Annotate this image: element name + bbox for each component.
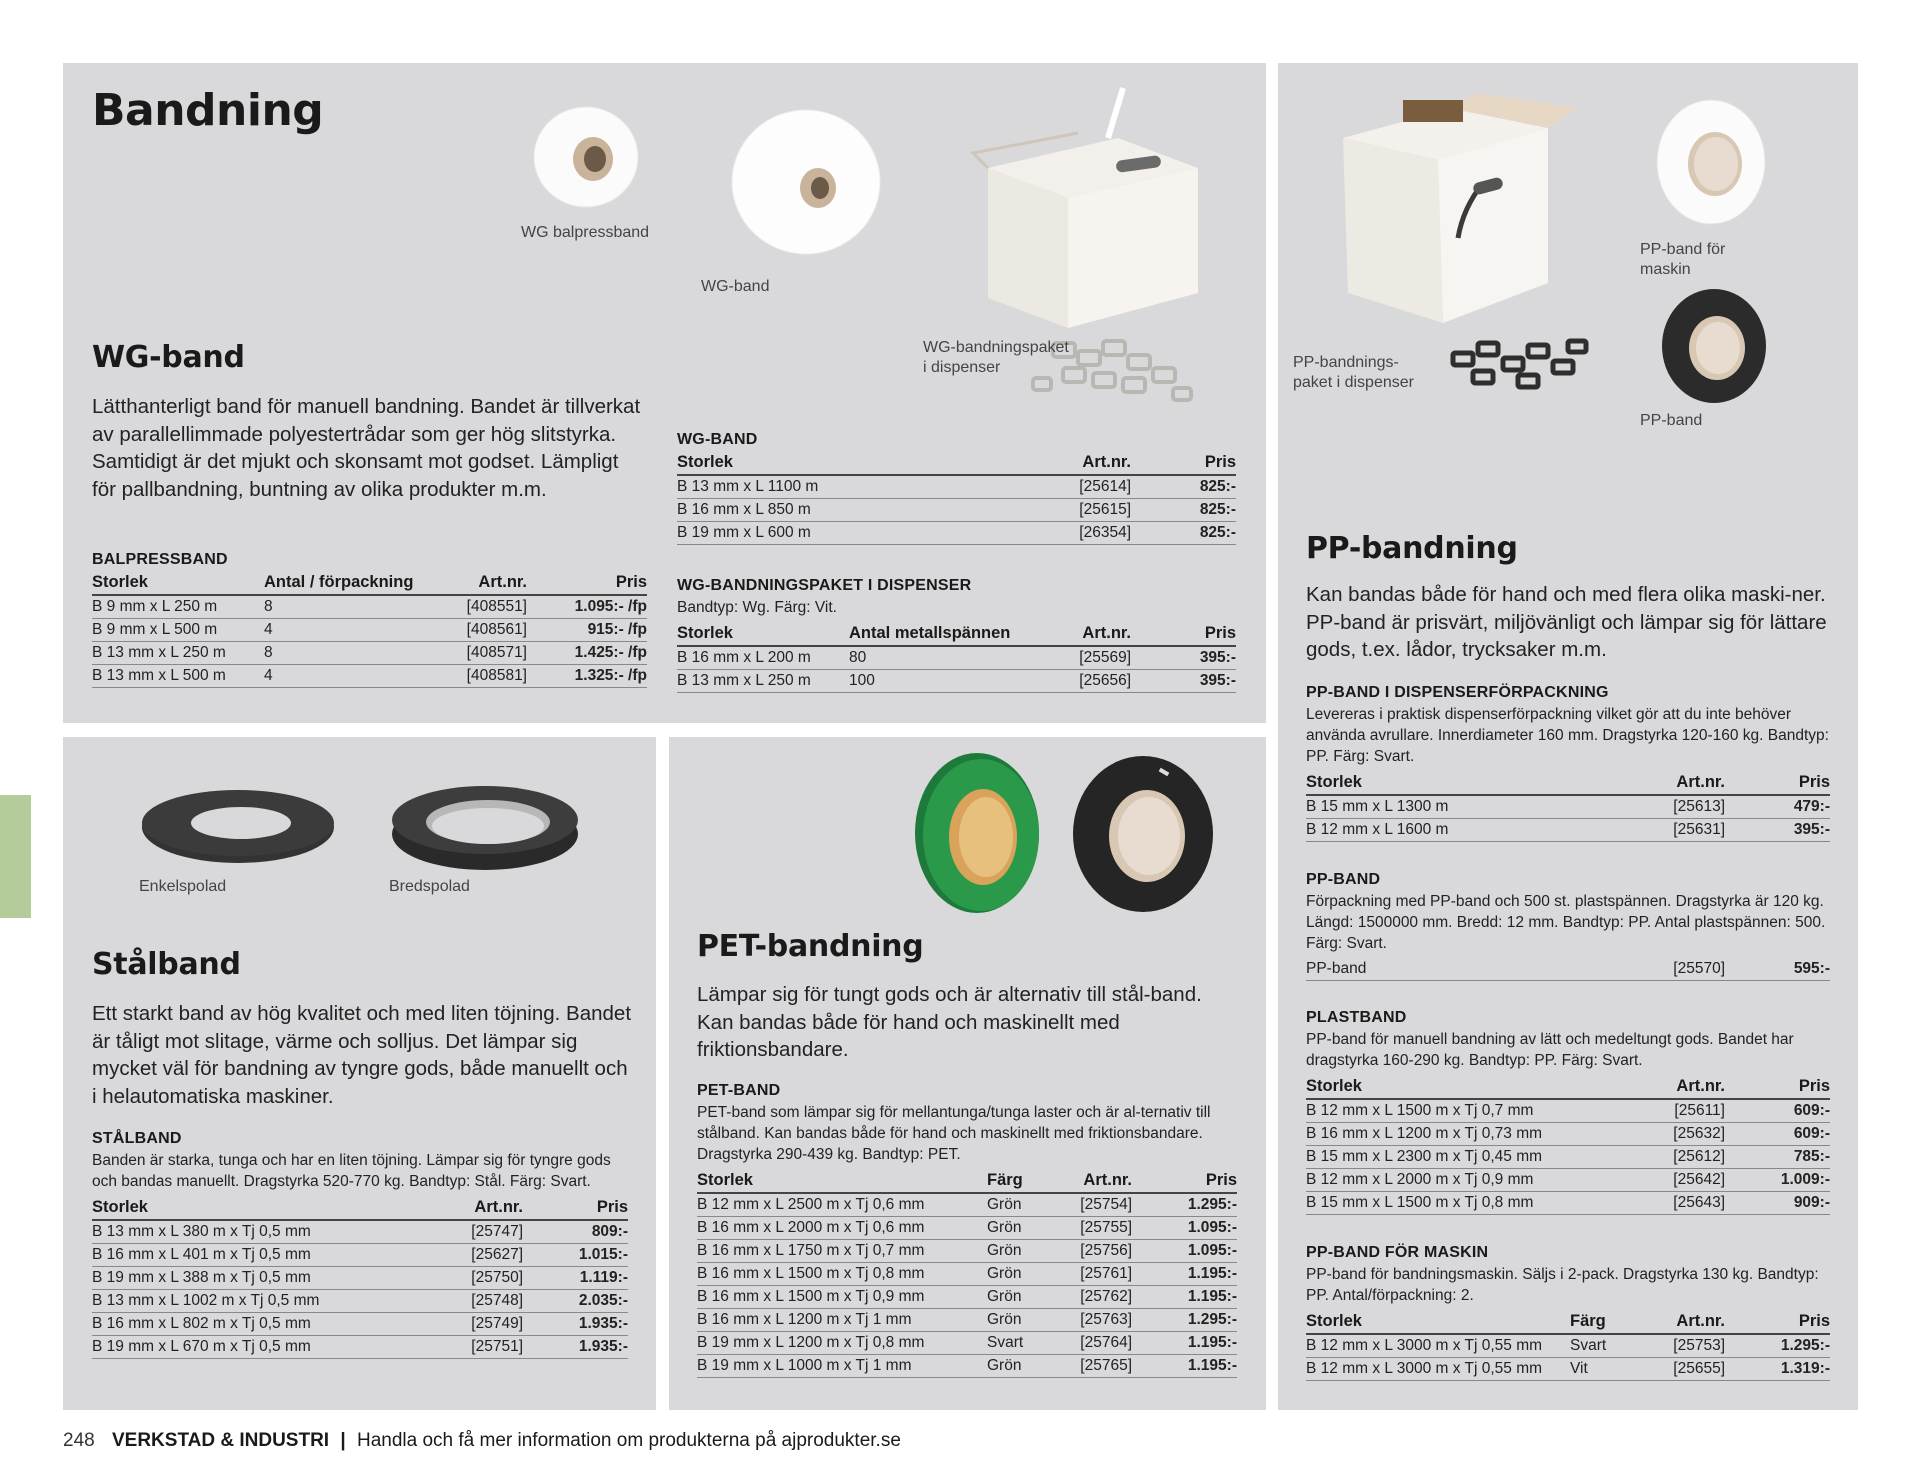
page-title: Bandning	[92, 85, 324, 136]
table-row: B 16 mm x L 200 m 80 [25569] 395:-	[677, 646, 1236, 670]
panel-pp-bandning	[1278, 63, 1858, 1410]
stalband-desc: Banden är starka, tunga och har en liten töjning. Lämpar sig för tyngre gods och bandas manuellt. Dragstyrka 520-770 kg. Bandtyp: Stål. Färg: Svart.	[92, 1152, 611, 1190]
table-row: B 13 mm x L 1002 m x Tj 0,5 mm [25748] 2.035:-	[92, 1290, 628, 1313]
table-row: B 13 mm x L 380 m x Tj 0,5 mm [25747] 809:-	[92, 1220, 628, 1244]
table-row: B 16 mm x L 1750 m x Tj 0,7 mm Grön [25756] 1.095:-	[697, 1240, 1237, 1263]
table-row: B 13 mm x L 1100 m [25614] 825:-	[677, 475, 1236, 499]
section-tab-marker	[0, 795, 31, 918]
wg-band-heading: WG-BAND	[677, 431, 758, 448]
table-row: B 16 mm x L 1500 m x Tj 0,8 mm Grön [25761] 1.195:-	[697, 1263, 1237, 1286]
pp-maskin-desc: PP-band för bandningsmaskin. Säljs i 2-pack. Dragstyrka 130 kg. Bandtyp: PP. Antal/förpackning: 2.	[1306, 1266, 1819, 1304]
plastband-heading: PLASTBAND	[1306, 1009, 1407, 1026]
table-row: B 12 mm x L 2500 m x Tj 0,6 mm Grön [25754] 1.295:-	[697, 1193, 1237, 1217]
table-row: B 16 mm x L 1200 m x Tj 0,73 mm [25632] 609:-	[1306, 1123, 1830, 1146]
table-row: B 16 mm x L 1500 m x Tj 0,9 mm Grön [25762] 1.195:-	[697, 1286, 1237, 1309]
table-row: B 19 mm x L 1200 m x Tj 0,8 mm Svart [25764] 1.195:-	[697, 1332, 1237, 1355]
panel-pet-bandning	[669, 737, 1266, 1410]
table-row: B 19 mm x L 600 m [26354] 825:-	[677, 522, 1236, 545]
stalband-title: Stålband	[92, 947, 241, 982]
pet-band-green-image	[909, 749, 1049, 919]
wg-paket-table: Storlek Antal metallspännen Art.nr. Pris B 16 mm x L 200 m 80 [25569] 395:- B 13 mm x L 250 m 100 [25656] 395:-	[677, 622, 1236, 693]
stalband-section	[92, 1130, 628, 1359]
stalband-heading: STÅLBAND	[92, 1130, 182, 1147]
caption-wg-band: WG-band	[701, 278, 770, 295]
pp-band-maskin-image	[1653, 98, 1773, 228]
wg-paket-desc: Bandtyp: Wg. Färg: Vit.	[677, 599, 837, 616]
bredspolad-image	[388, 782, 583, 872]
stalband-table: Storlek Art.nr. Pris B 13 mm x L 380 m x Tj 0,5 mm [25747] 809:- B 16 mm x L 401 m x Tj 0,5 mm [25627] 1.015:- B 19 mm x L 388 m x Tj 0,5 mm [25750] 1.119:- B 13 mm x L 1002 m x Tj 0,5 mm [25748] 2.035:- B 16 mm x L 802 m x Tj 0,5 mm [25749] 1.935:- B 19 mm x L 670 m x Tj 0,5 mm [25751] 1.935:-	[92, 1196, 628, 1359]
wg-bandningspaket-image	[968, 78, 1208, 348]
wg-paket-heading: WG-BANDNINGSPAKET I DISPENSER	[677, 577, 972, 594]
table-row: B 9 mm x L 250 m 8 [408551] 1.095:- /fp	[92, 595, 647, 619]
wg-band-intro: Lätthanterligt band för manuell bandning. Bandet är tillverkat av parallellimmade polyestertrådar som ger hög slitstyrka. Samtidigt är det mjukt och skonsamt mot godset. Lämpligt för pallbandning, buntning av olika produkter m.m.	[92, 395, 641, 501]
pp-dispenser-section	[1306, 684, 1830, 842]
pp-band-desc: Förpackning med PP-band och 500 st. plastspännen. Dragstyrka är 120 kg. Längd: 1500000 mm. Bredd: 12 mm. Bandtyp: PP. Antal plastspännen: 500. Färg: Svart.	[1306, 893, 1826, 952]
pp-band-section	[1306, 871, 1830, 981]
table-row: B 12 mm x L 1500 m x Tj 0,7 mm [25611] 609:-	[1306, 1099, 1830, 1123]
table-row: B 19 mm x L 670 m x Tj 0,5 mm [25751] 1.935:-	[92, 1336, 628, 1359]
plastband-section	[1306, 1009, 1830, 1215]
table-row: B 12 mm x L 3000 m x Tj 0,55 mm Svart [25753] 1.295:-	[1306, 1334, 1830, 1358]
table-row: B 15 mm x L 1300 m [25613] 479:-	[1306, 795, 1830, 819]
panel-stalband	[63, 737, 656, 1410]
pp-bandning-intro: Kan bandas både för hand och med flera olika maski-ner. PP-band är prisvärt, miljövänligt och lämpar sig för lättare gods, t.ex. lådor, trycksaker m.m.	[1306, 583, 1827, 661]
pet-band-black-image	[1069, 752, 1219, 917]
caption-enkelspolad: Enkelspolad	[139, 878, 227, 895]
table-row: B 12 mm x L 1600 m [25631] 395:-	[1306, 819, 1830, 842]
plastband-table: Storlek Art.nr. Pris B 12 mm x L 1500 m x Tj 0,7 mm [25611] 609:- B 16 mm x L 1200 m x Tj 0,73 mm [25632] 609:- B 15 mm x L 2300 m x Tj 0,45 mm [25612] 785:- B 12 mm x L 2000 m x Tj 0,9 mm [25642] 1.009:- B 15 mm x L 1500 m x Tj 0,8 mm [25643] 909:-	[1306, 1075, 1830, 1215]
balpressband-heading: BALPRESSBAND	[92, 551, 228, 568]
table-row: B 19 mm x L 388 m x Tj 0,5 mm [25750] 1.119:-	[92, 1267, 628, 1290]
caption-wg-balpressband: WG balpressband	[521, 224, 650, 241]
table-row: B 16 mm x L 802 m x Tj 0,5 mm [25749] 1.935:-	[92, 1313, 628, 1336]
caption-wg-bandningspaket: WG-bandningspaket i dispenser	[923, 339, 1069, 376]
pp-band-image	[1660, 288, 1770, 408]
table-row: B 16 mm x L 850 m [25615] 825:-	[677, 499, 1236, 522]
table-row: B 15 mm x L 1500 m x Tj 0,8 mm [25643] 909:-	[1306, 1192, 1830, 1215]
pp-band-table	[1306, 958, 1830, 981]
table-row: B 15 mm x L 2300 m x Tj 0,45 mm [25612] 785:-	[1306, 1146, 1830, 1169]
footer-separator: |	[340, 1430, 346, 1451]
table-row: B 9 mm x L 500 m 4 [408561] 915:- /fp	[92, 619, 647, 642]
enkelspolad-image	[138, 787, 338, 867]
table-row: B 19 mm x L 1000 m x Tj 1 mm Grön [25765] 1.195:-	[697, 1355, 1237, 1378]
wg-band-title: WG-band	[92, 340, 245, 375]
wg-band-table: Storlek Art.nr. Pris B 13 mm x L 1100 m [25614] 825:- B 16 mm x L 850 m [25615] 825:- B 19 mm x L 600 m [26354] 825:-	[677, 451, 1236, 545]
pet-band-heading: PET-BAND	[697, 1082, 781, 1099]
footer-text: Handla och få mer information om produkterna på ajprodukter.se	[356, 1430, 901, 1451]
balpressband-table: Storlek Antal / förpackning Art.nr. Pris B 9 mm x L 250 m 8 [408551] 1.095:- /fp B 9 mm x L 500 m 4 [408561] 915:- /fp B 13 mm x L 250 m 8 [408571] 1.425:- /fp B 13 mm x L 500 m 4 [408581] 1.325:- /fp	[92, 571, 647, 688]
footer-category: VERKSTAD & INDUSTRI	[111, 1430, 330, 1451]
pp-maskin-heading: PP-BAND FÖR MASKIN	[1306, 1244, 1489, 1261]
pet-band-section	[697, 1082, 1237, 1378]
table-row: B 13 mm x L 250 m 8 [408571] 1.425:- /fp	[92, 642, 647, 665]
pet-band-desc: PET-band som lämpar sig för mellantunga/tunga laster och är al-ternativ till stålband. Kan bandas både för hand och maskinellt med friktionsbandare. Dragstyrka 290-439 kg. Bandtyp: PET.	[697, 1104, 1211, 1163]
stalband-intro: Ett starkt band av hög kvalitet och med liten töjning. Bandet är tåligt mot slitage, värme och solljus. Det lämpar sig mycket väl för bandning av tyngre gods, både manuellt och i helautomatiska maskiner.	[92, 1002, 632, 1108]
pp-band-heading: PP-BAND	[1306, 871, 1381, 888]
table-row: B 13 mm x L 250 m 100 [25656] 395:-	[677, 670, 1236, 693]
pp-dispenser-table: Storlek Art.nr. Pris B 15 mm x L 1300 m [25613] 479:- B 12 mm x L 1600 m [25631] 395:-	[1306, 771, 1830, 842]
wg-balpressband-image	[528, 99, 648, 209]
wg-band-table-section	[677, 431, 1236, 545]
table-row: B 16 mm x L 1200 m x Tj 1 mm Grön [25763] 1.295:-	[697, 1309, 1237, 1332]
wg-band-image	[728, 108, 888, 258]
caption-pp-band-maskin: PP-band för maskin	[1640, 241, 1726, 278]
pet-band-table: Storlek Färg Art.nr. Pris B 12 mm x L 2500 m x Tj 0,6 mm Grön [25754] 1.295:- B 16 mm x L 2000 m x Tj 0,6 mm Grön [25755] 1.095:- B 16 mm x L 1750 m x Tj 0,7 mm Grön [25756] 1.095:- B 16 mm x L 1500 m x Tj 0,8 mm Grön [25761] 1.195:- B 16 mm x L 1500 m x Tj 0,9 mm Grön [25762] 1.195:- B 16 mm x L 1200 m x Tj 1 mm Grön [25763] 1.295:- B 19 mm x L 1200 m x Tj 0,8 mm Svart [25764] 1.195:- B 19 mm x L 1000 m x Tj 1 mm Grön [25765] 1.195:-	[697, 1169, 1237, 1378]
pp-maskin-table: Storlek Färg Art.nr. Pris B 12 mm x L 3000 m x Tj 0,55 mm Svart [25753] 1.295:- B 12 mm x L 3000 m x Tj 0,55 mm Vit [25655] 1.319:-	[1306, 1310, 1830, 1381]
page-number: 248	[63, 1430, 95, 1451]
pet-bandning-intro: Lämpar sig för tungt gods och är alternativ till stål-band. Kan bandas både för hand och maskinellt med friktionsbandare.	[697, 983, 1202, 1061]
pp-dispenser-desc: Levereras i praktisk dispenserförpackning vilket gör att du inte behöver använda avrullare. Innerdiameter 160 mm. Dragstyrka 120-160 kg. Bandtyp: PP. Färg: Svart.	[1306, 706, 1829, 765]
table-row: B 13 mm x L 500 m 4 [408581] 1.325:- /fp	[92, 665, 647, 688]
table-row: B 16 mm x L 2000 m x Tj 0,6 mm Grön [25755] 1.095:-	[697, 1217, 1237, 1240]
balpressband-section	[92, 551, 647, 688]
page-footer	[63, 1430, 901, 1452]
pp-maskin-section	[1306, 1244, 1830, 1381]
plastic-buckles-image	[1443, 333, 1603, 403]
panel-wg-band	[63, 63, 1266, 723]
pet-bandning-title: PET-bandning	[697, 929, 924, 964]
caption-pp-band: PP-band	[1640, 412, 1703, 429]
caption-bredspolad: Bredspolad	[389, 878, 470, 895]
caption-pp-bandningspaket: PP-bandnings- paket i dispenser	[1293, 354, 1414, 391]
table-row: B 12 mm x L 3000 m x Tj 0,55 mm Vit [25655] 1.319:-	[1306, 1358, 1830, 1381]
pp-dispenser-heading: PP-BAND I DISPENSERFÖRPACKNING	[1306, 684, 1609, 701]
table-row: PP-band [25570] 595:-	[1306, 958, 1830, 981]
pp-bandning-title: PP-bandning	[1306, 531, 1518, 566]
table-row: B 12 mm x L 2000 m x Tj 0,9 mm [25642] 1.009:-	[1306, 1169, 1830, 1192]
table-row: B 16 mm x L 401 m x Tj 0,5 mm [25627] 1.015:-	[92, 1244, 628, 1267]
plastband-desc: PP-band för manuell bandning av lätt och medeltungt gods. Bandet har dragstyrka 160-290 kg. Bandtyp: PP. Färg: Svart.	[1306, 1031, 1794, 1069]
wg-paket-section	[677, 577, 1236, 693]
pp-bandningspaket-image	[1333, 88, 1583, 328]
